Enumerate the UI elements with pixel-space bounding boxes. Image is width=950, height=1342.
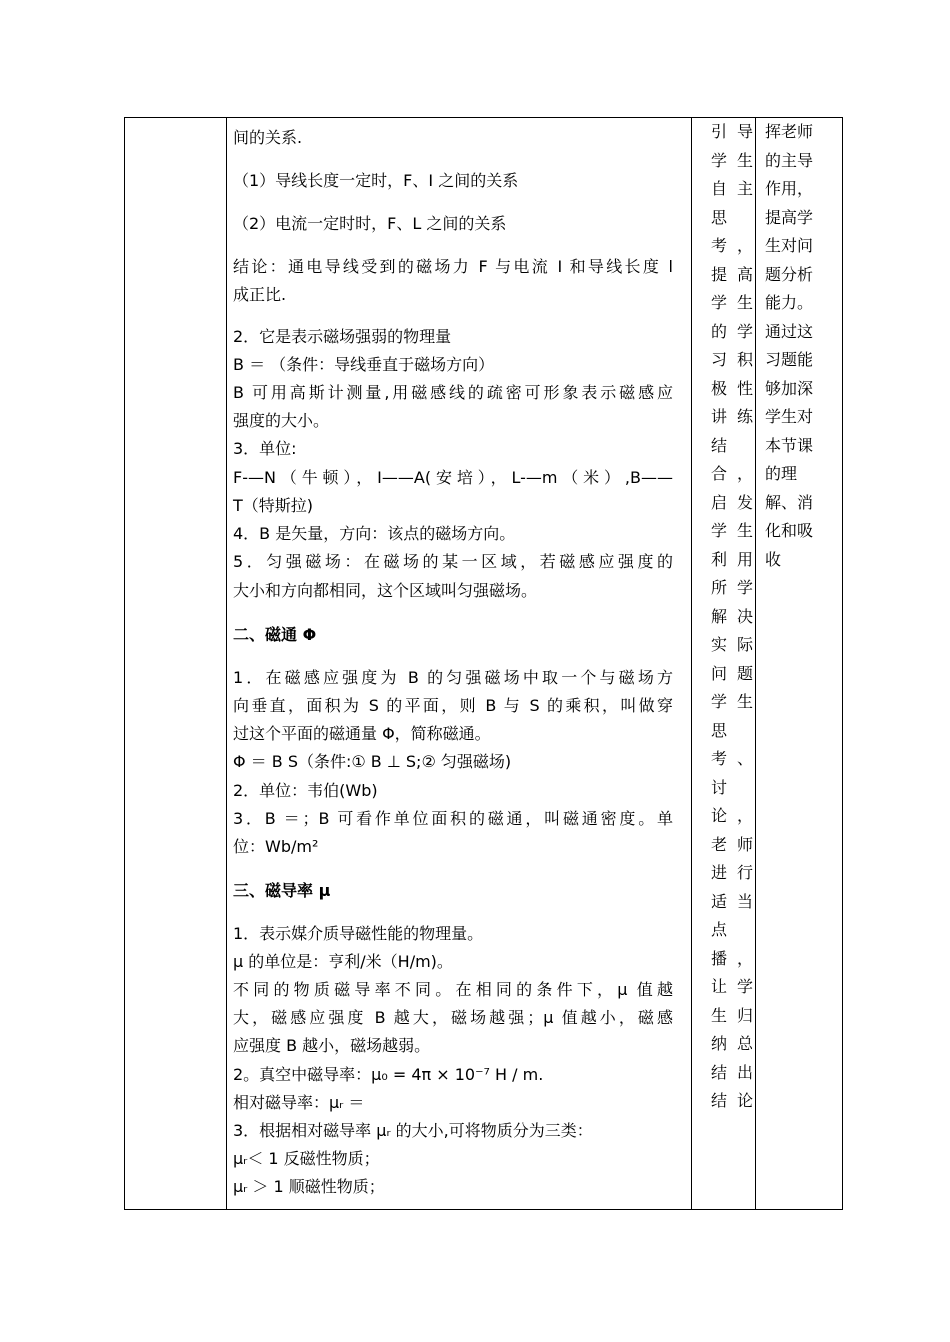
content-line: F-—N（牛顿），I——A(安培），L-—m（米）,B—— (233, 468, 673, 487)
activity-line: 结论 (711, 1091, 753, 1110)
activity-line: 考， (711, 236, 753, 255)
intent-line: 学生对 (765, 407, 814, 426)
activity-line: 论， (711, 806, 753, 825)
content-line: 强度的大小。 (233, 411, 330, 430)
activity-line: 实际 (711, 635, 753, 654)
activity-line: 所学 (711, 578, 753, 597)
activity-line: 思 (711, 207, 728, 227)
activity-line: 自主 (711, 179, 753, 198)
activity-line: 学生 (711, 692, 753, 711)
activity-line: 的学 (711, 321, 753, 341)
activity-line: 结 (711, 435, 728, 455)
activity-line: 纳总 (711, 1034, 753, 1053)
column-divider (691, 118, 692, 1209)
content-line: μᵣ＜ 1 反磁性物质； (233, 1149, 380, 1168)
content-line: T（特斯拉) (233, 496, 314, 515)
content-line: 3．根据相对磁导率 μᵣ 的大小,可将物质分为三类： (233, 1121, 593, 1140)
intent-line: 的理 (765, 464, 798, 483)
content-line: 应强度 B 越小，磁场越弱。 (233, 1036, 431, 1055)
activity-line: 讲练 (711, 407, 753, 426)
activity-line: 学生 (711, 293, 753, 312)
intent-line: 作用， (765, 179, 814, 198)
activity-line: 适当 (711, 891, 753, 911)
activity-line: 点 (711, 920, 728, 939)
activity-line: 讨 (711, 777, 728, 797)
content-line: （1）导线长度一定时，F、I 之间的关系 (233, 171, 519, 190)
content-line: B 可用高斯计测量,用磁感线的疏密可形象表示磁感应 (233, 383, 673, 402)
activity-line: 结出 (711, 1062, 753, 1082)
content-line: 5．匀强磁场：在磁场的某一区域，若磁感应强度的 (233, 552, 673, 571)
activity-line: 引导 (711, 122, 753, 141)
activity-line: 问题 (711, 663, 753, 683)
intent-line: 提高学 (765, 207, 814, 227)
activity-line: 生归 (711, 1005, 753, 1025)
activity-line: 老师 (711, 834, 753, 854)
intent-line: 化和吸 (765, 521, 814, 540)
section-heading: 二、磁通 Φ (233, 625, 317, 644)
content-line: 结论：通电导线受到的磁场力 F 与电流 I 和导线长度 l (233, 257, 673, 276)
content-line: （2）电流一定时时，F、L 之间的关系 (233, 214, 507, 233)
activity-line: 学生 (711, 150, 753, 170)
activity-line: 合， (711, 464, 753, 483)
activity-line: 思 (711, 720, 728, 740)
content-line: μᵣ ＞ 1 顺磁性物质； (233, 1177, 385, 1196)
activity-line: 启发 (711, 492, 753, 512)
intent-line: 本节课 (765, 435, 814, 455)
intent-line: 题分析 (765, 264, 814, 284)
column-divider (226, 118, 227, 1209)
content-line: 2．它是表示磁场强弱的物理量 (233, 327, 452, 346)
content-line: 向垂直，面积为 S 的平面，则 B 与 S 的乘积，叫做穿 (233, 696, 673, 715)
content-line: μ 的单位是：亨利/米（H/m)。 (233, 952, 453, 971)
lesson-table (124, 117, 843, 1210)
activity-line: 解决 (711, 606, 753, 626)
content-line: 相对磁导率：μᵣ ＝ (233, 1093, 365, 1112)
content-line: 1．在磁感应强度为 B 的匀强磁场中取一个与磁场方 (233, 668, 673, 687)
intent-line: 收 (765, 549, 782, 569)
content-line: 位：Wb/m² (233, 837, 319, 856)
intent-line: 习题能 (765, 350, 814, 369)
content-line: 2。真空中磁导率：μ₀ = 4π × 10⁻⁷ H / m. (233, 1065, 544, 1084)
activity-line: 提高 (711, 264, 753, 284)
content-line: 4．B 是矢量，方向：该点的磁场方向。 (233, 524, 516, 543)
activity-line: 习积 (711, 350, 753, 369)
intent-line: 生对问 (765, 236, 814, 255)
content-line: 不同的物质磁导率不同。在相同的条件下，μ 值越 (233, 980, 673, 999)
content-line: 过这个平面的磁通量 Φ，简称磁通。 (233, 724, 491, 743)
activity-line: 进行 (711, 863, 753, 882)
intent-line: 通过这 (765, 321, 814, 341)
content-line: 间的关系. (233, 128, 303, 147)
intent-line: 挥老师 (765, 122, 814, 141)
intent-line: 够加深 (765, 378, 814, 398)
content-line: 成正比. (233, 285, 287, 304)
activity-line: 让学 (711, 977, 753, 996)
intent-line: 能力。 (765, 293, 814, 312)
activity-line: 极性 (711, 378, 753, 398)
activity-line: 播， (711, 948, 753, 968)
content-line: 3．B ＝；B 可看作单位面积的磁通，叫磁通密度。单 (233, 809, 673, 828)
column-divider (755, 118, 756, 1209)
content-line: 2．单位：韦伯(Wb) (233, 781, 378, 800)
content-line: Φ ＝ B S（条件:① B ⊥ S;② 匀强磁场) (233, 752, 512, 771)
content-line: 大，磁感应强度 B 越大，磁场越强；μ 值越小，磁感 (233, 1008, 673, 1027)
section-heading: 三、磁导率 μ (233, 881, 331, 900)
content-line: B ＝ （条件：导线垂直于磁场方向） (233, 355, 495, 374)
content-line: 大小和方向都相同，这个区域叫匀强磁场。 (233, 581, 538, 600)
activity-line: 考、 (711, 749, 753, 768)
content-line: 3．单位: (233, 439, 297, 458)
intent-line: 解、消 (765, 492, 814, 512)
intent-line: 的主导 (765, 150, 814, 170)
activity-line: 利用 (711, 549, 753, 569)
content-line: 1．表示媒介质导磁性能的物理量。 (233, 924, 484, 943)
activity-line: 学生 (711, 521, 753, 540)
